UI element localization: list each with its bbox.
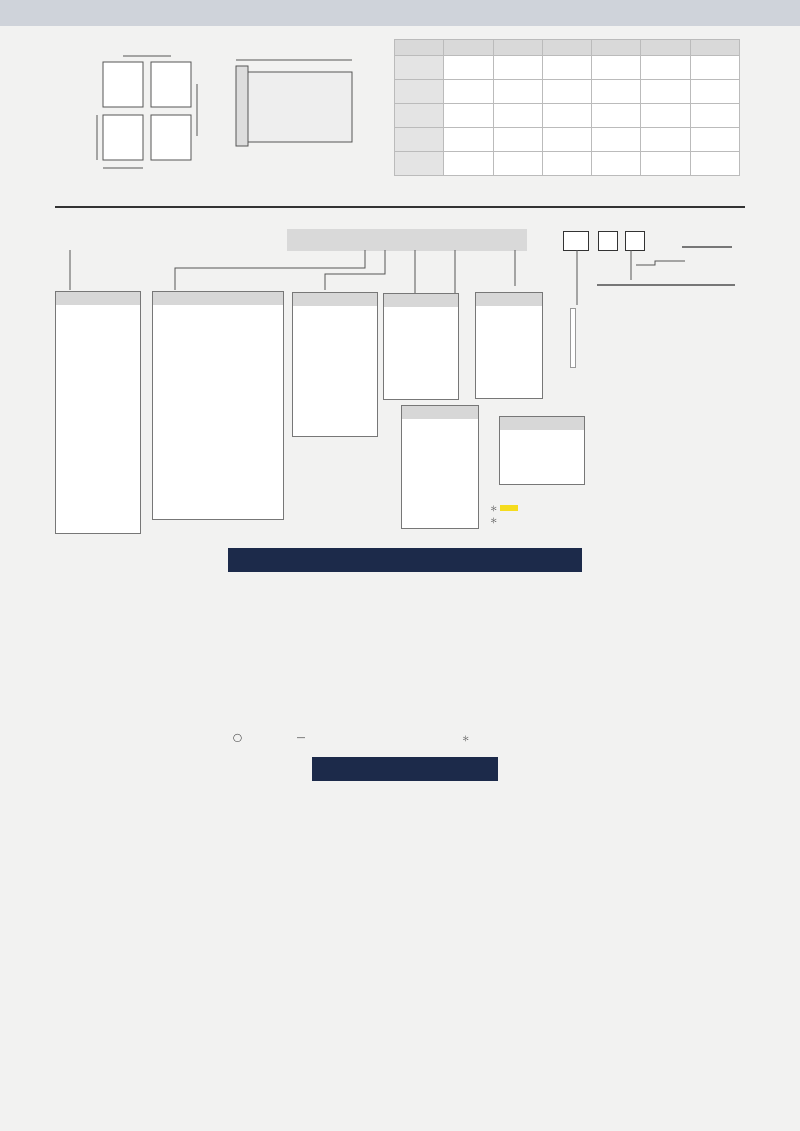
model-dimension-box <box>55 291 141 534</box>
communication-box <box>499 416 585 485</box>
model-row <box>56 396 140 411</box>
option-row <box>153 320 283 335</box>
dim-cell <box>592 128 641 152</box>
option-row <box>153 458 283 473</box>
option-row <box>476 319 542 332</box>
dimension-table <box>394 39 740 176</box>
dim-cell <box>592 104 641 128</box>
dim-cell <box>690 104 739 128</box>
dim-row <box>395 104 740 128</box>
dim-cell <box>493 128 542 152</box>
dim-cell <box>395 80 444 104</box>
dim-header <box>542 40 591 56</box>
dim-cell <box>444 104 493 128</box>
dim-cell <box>641 128 690 152</box>
model-row <box>56 381 140 396</box>
model-row <box>56 472 140 487</box>
option-row <box>153 305 283 320</box>
option-row <box>384 307 458 320</box>
option-row <box>402 466 478 482</box>
remote-sv-remark: ＊ <box>462 734 470 743</box>
option-title <box>293 293 377 306</box>
remote-sv-box <box>475 292 543 399</box>
option-row <box>402 497 478 513</box>
option-row <box>476 346 542 359</box>
dim-row <box>395 128 740 152</box>
water-box <box>625 231 645 251</box>
dim-row <box>395 80 740 104</box>
dim-header <box>493 40 542 56</box>
order-code <box>287 229 527 251</box>
dim-cell <box>690 128 739 152</box>
dim-cell <box>493 152 542 176</box>
dim-cell <box>592 56 641 80</box>
option-row <box>153 336 283 351</box>
option-row <box>500 457 584 471</box>
dim-cell <box>690 80 739 104</box>
option-row <box>153 351 283 366</box>
option-row <box>384 360 458 373</box>
model-row <box>56 518 140 533</box>
dim-cell <box>542 128 591 152</box>
option-row <box>384 386 458 399</box>
model-row <box>56 442 140 457</box>
dim-header <box>690 40 739 56</box>
option-title <box>56 292 140 305</box>
option-row <box>293 322 377 338</box>
option-row <box>293 387 377 403</box>
dim-cell <box>592 152 641 176</box>
option-title <box>153 292 283 305</box>
dim-cell <box>641 80 690 104</box>
power-options <box>597 284 735 286</box>
side-view-diagram <box>232 52 362 162</box>
dim-cell <box>493 104 542 128</box>
option-row <box>293 371 377 387</box>
option-row <box>402 513 478 529</box>
option-row <box>402 419 478 435</box>
dim-cell <box>592 80 641 104</box>
combination-banner <box>228 548 582 572</box>
dim-cell <box>395 128 444 152</box>
dim-header <box>641 40 690 56</box>
input-code-box <box>563 231 589 251</box>
option-row <box>293 419 377 435</box>
dim-cell <box>690 152 739 176</box>
option-row <box>402 481 478 497</box>
option-row <box>500 471 584 485</box>
dim-row <box>395 56 740 80</box>
option-title <box>476 293 542 306</box>
note-block: ＊ <box>490 503 760 514</box>
alarm-box <box>383 293 459 400</box>
top-banner <box>0 0 800 26</box>
option-row <box>476 372 542 385</box>
model-row <box>56 351 140 366</box>
option-row <box>293 403 377 419</box>
model-row <box>56 487 140 502</box>
option-row <box>402 450 478 466</box>
dim-cell <box>542 152 591 176</box>
dim-cell <box>493 80 542 104</box>
option-row <box>153 489 283 504</box>
option-row <box>153 473 283 488</box>
option-row <box>476 359 542 372</box>
option-row <box>293 306 377 322</box>
option-row <box>500 430 584 444</box>
dim-cell <box>542 104 591 128</box>
dim-cell <box>395 56 444 80</box>
model-row <box>56 320 140 335</box>
option-title <box>402 406 478 419</box>
option-row <box>153 427 283 442</box>
legend-available: ◯ <box>233 733 242 742</box>
option-row <box>384 333 458 346</box>
option-row <box>293 338 377 354</box>
note-hba: ＊ <box>490 516 498 525</box>
dim-cell <box>542 56 591 80</box>
option-row <box>500 444 584 458</box>
dim-row <box>395 152 740 176</box>
model-row <box>56 335 140 350</box>
option-title <box>384 294 458 307</box>
option-title <box>500 417 584 430</box>
dim-cell <box>444 152 493 176</box>
dim-cell <box>690 56 739 80</box>
water-options <box>682 246 732 248</box>
option-row <box>476 306 542 319</box>
model-row <box>56 366 140 381</box>
model-row <box>56 411 140 426</box>
dim-header <box>444 40 493 56</box>
option-row <box>153 443 283 458</box>
output1-box <box>152 291 284 520</box>
dim-cell <box>444 56 493 80</box>
output2-box <box>292 292 378 437</box>
legend-not-available: — <box>297 733 305 742</box>
see-input-codes <box>570 308 576 368</box>
dim-cell <box>542 80 591 104</box>
option-row <box>153 397 283 412</box>
dim-cell <box>641 104 690 128</box>
model-row <box>56 457 140 472</box>
dim-cell <box>641 152 690 176</box>
option-row <box>402 435 478 451</box>
option-row <box>476 332 542 345</box>
option-row <box>153 504 283 519</box>
option-row <box>384 373 458 386</box>
option-row <box>153 366 283 381</box>
model-row <box>56 427 140 442</box>
divider <box>55 206 745 208</box>
option-row <box>293 355 377 371</box>
option-row <box>476 385 542 398</box>
model-row <box>56 502 140 517</box>
dim-cell <box>493 56 542 80</box>
model-row <box>56 305 140 320</box>
option-row <box>384 320 458 333</box>
option-row <box>384 347 458 360</box>
dim-header <box>395 40 444 56</box>
dim-cell <box>395 104 444 128</box>
option-row <box>153 381 283 396</box>
dim-cell <box>395 152 444 176</box>
input-type-banner <box>312 757 498 781</box>
dim-cell <box>444 80 493 104</box>
panel-cutout-diagram <box>85 48 235 183</box>
option-row <box>153 412 283 427</box>
power-box <box>598 231 618 251</box>
dim-header <box>592 40 641 56</box>
retransmission-box <box>401 405 479 529</box>
dim-cell <box>641 56 690 80</box>
dim-cell <box>444 128 493 152</box>
